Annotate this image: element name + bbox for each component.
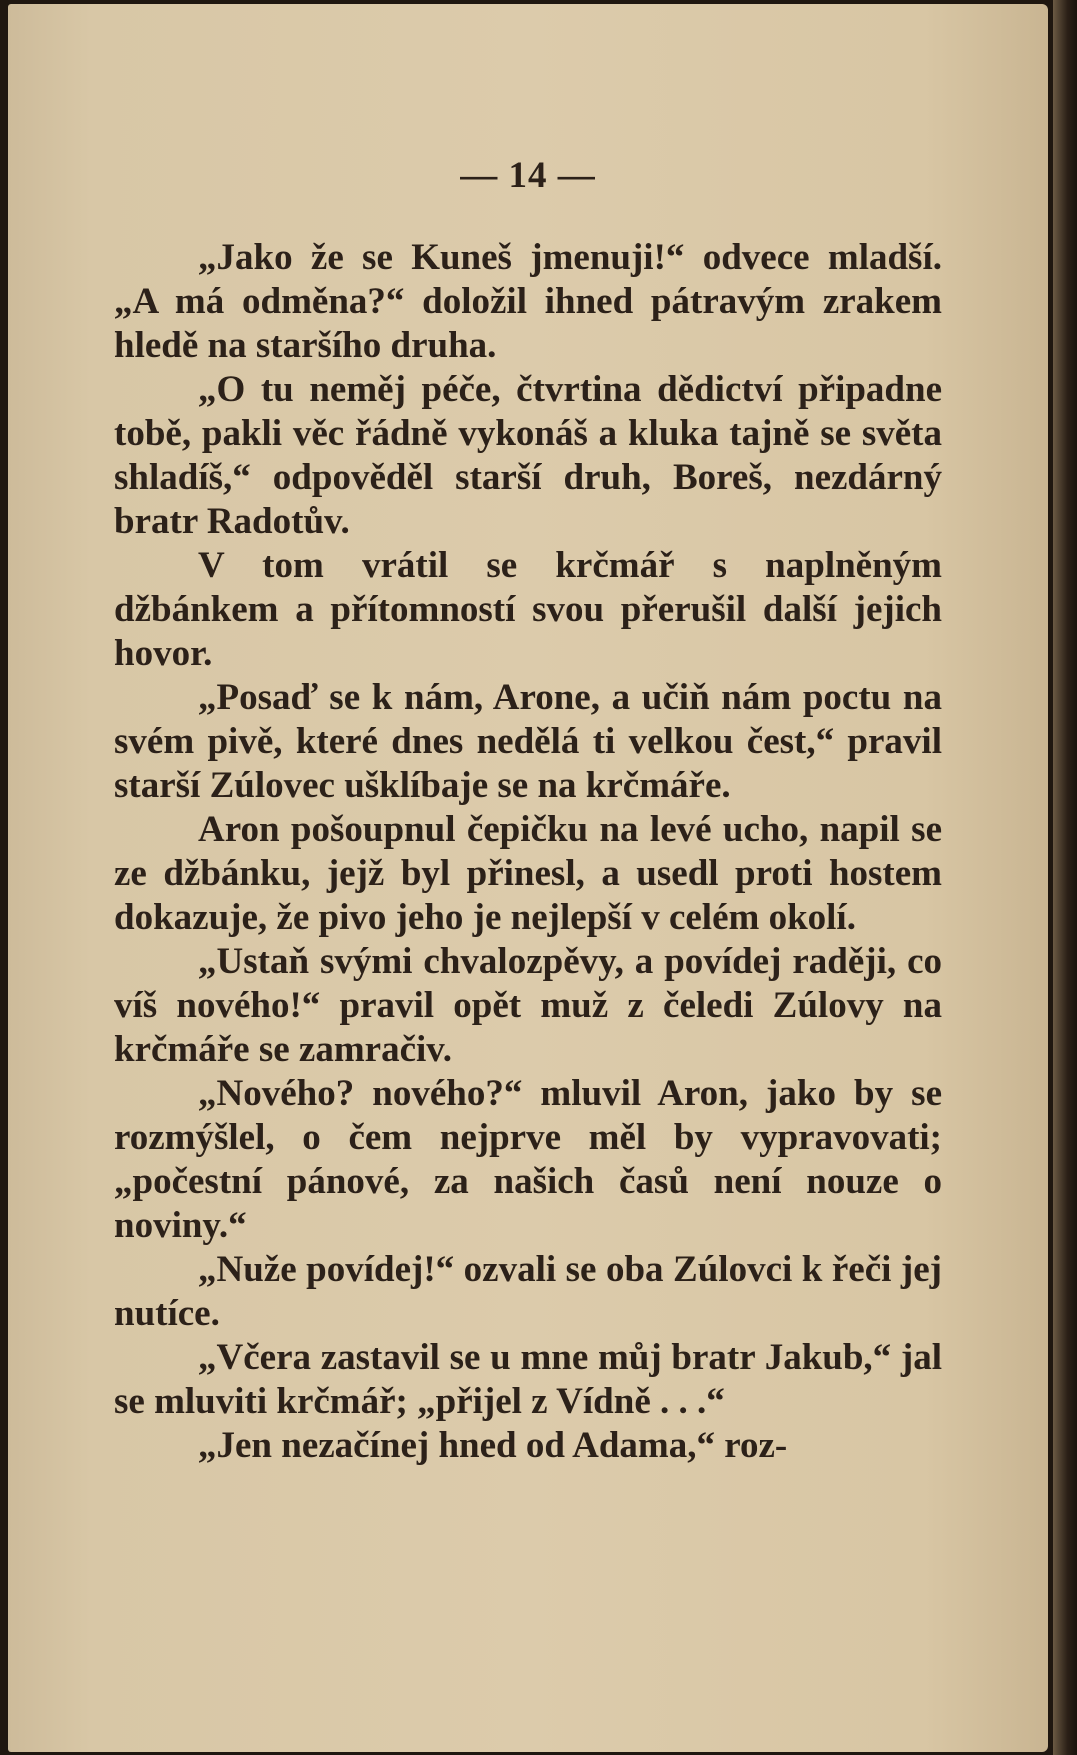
- paragraph: „O tu neměj péče, čtvrtina dědictví připadne tobě, pakli věc řádně vykonáš a kluka tajně se světa shladíš,“ odpověděl starší druh, Boreš, nezdárný bratr Radotův.: [114, 369, 942, 542]
- paragraph: Aron pošoupnul čepičku na levé ucho, napil se ze džbánku, jejž byl přinesl, a usedl proti hostem dokazuje, že pivo jeho je nejlepší v celém okolí.: [114, 809, 942, 938]
- paragraph: V tom vrátil se krčmář s naplněným džbánkem a přítomností svou přerušil další jejich hovor.: [114, 545, 942, 674]
- paragraph: „Nuže povídej!“ ozvali se oba Zúlovci k řeči jej nutíce.: [114, 1249, 942, 1334]
- paragraph: „Posaď se k nám, Arone, a učiň nám poctu na svém pivě, které dnes nedělá ti velkou čest,“ pravil starší Zúlovec ušklíbaje se na krčmáře.: [114, 677, 942, 806]
- paper-page: [8, 4, 1048, 1752]
- paragraph: „Jako že se Kuneš jmenuji!“ odvece mladší. „A má odměna?“ doložil ihned pátravým zrakem hledě na staršího druha.: [114, 237, 942, 366]
- paragraph: „Nového? nového?“ mluvil Aron, jako by se rozmýšlel, o čem nejprve měl by vypravovati; „počestní pánové, za našich časů není nouze o noviny.“: [114, 1073, 942, 1246]
- page-number: — 14 —: [460, 155, 596, 196]
- paragraph: „Včera zastavil se u mne můj bratr Jakub,“ jal se mluviti krčmář; „přijel z Vídně . . .“: [114, 1337, 942, 1422]
- paragraph-last: „Jen nezačínej hned od Adama,“ roz-: [198, 1425, 788, 1466]
- paragraph: „Ustaň svými chvalozpěvy, a povídej raději, co víš nového!“ pravil opět muž z čeledi Zúlovy na krčmáře se zamračiv.: [114, 941, 942, 1070]
- page-text-block: [114, 154, 942, 1468]
- book-spine-edge: [1053, 0, 1077, 1755]
